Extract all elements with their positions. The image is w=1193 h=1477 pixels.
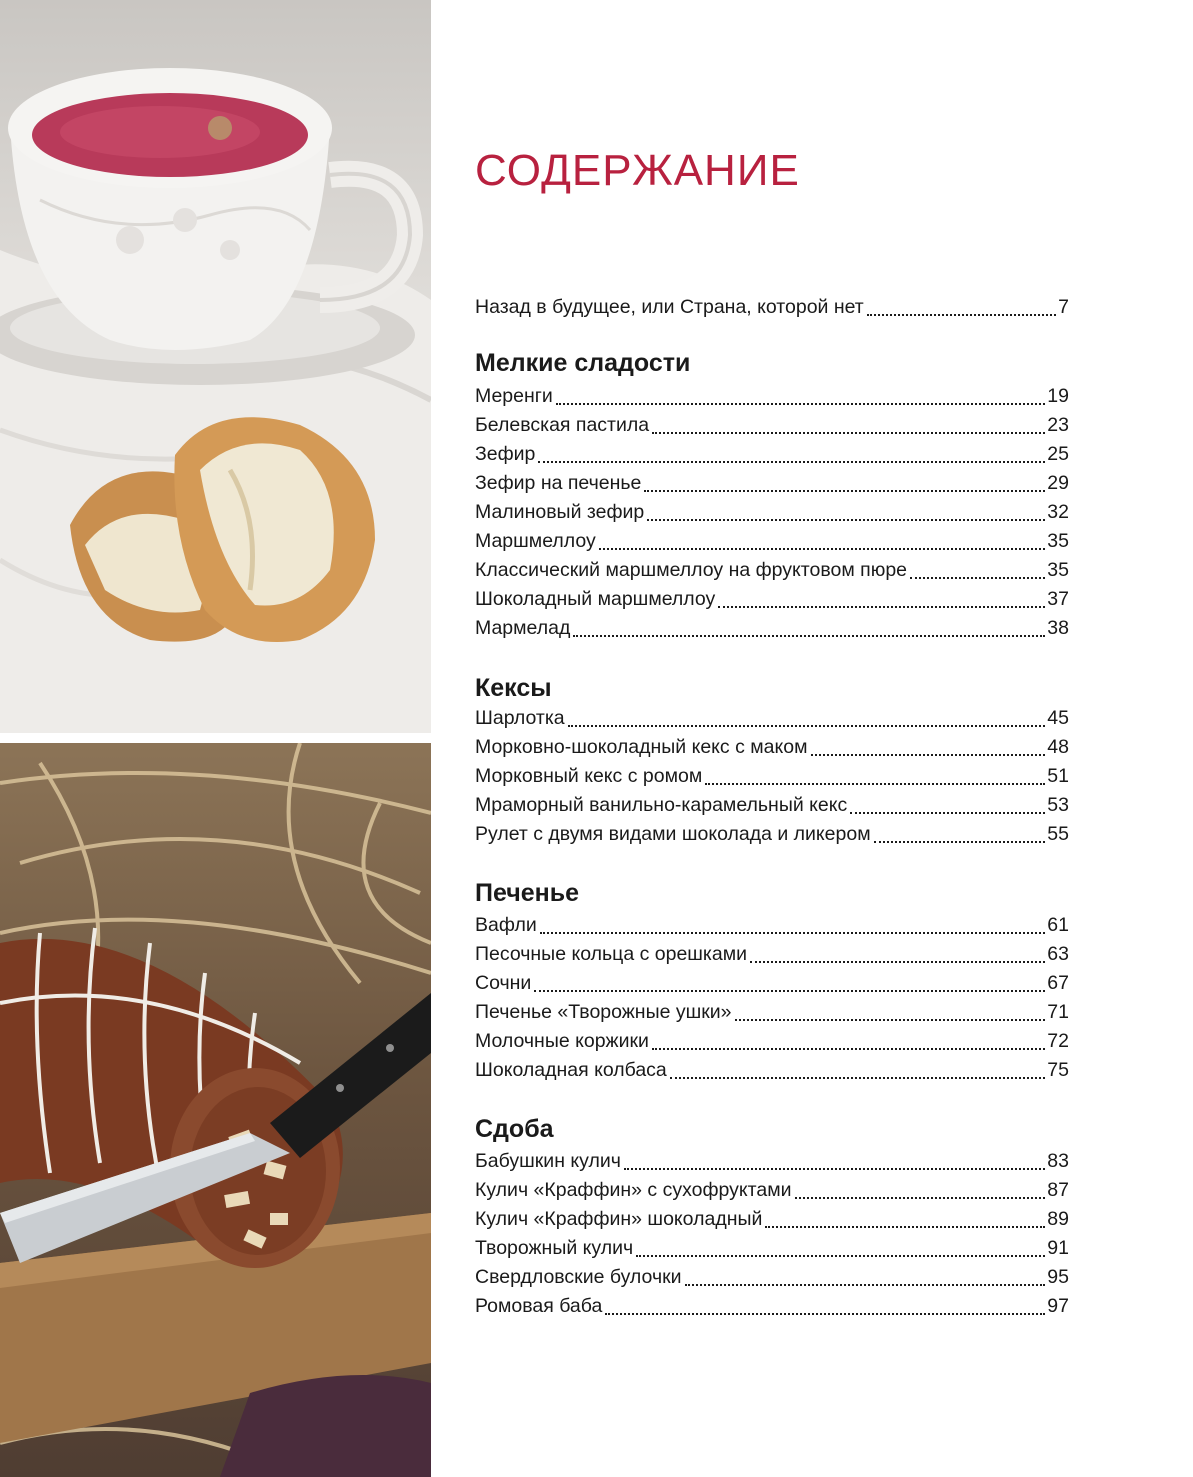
toc-entry [475, 615, 1069, 642]
toc-entry-page: 35 [1047, 559, 1069, 581]
toc-entry-title: Мраморный ванильно-карамельный кекс [475, 794, 848, 816]
toc-entry-page: 72 [1047, 1030, 1069, 1052]
toc-entry-title: Морковный кекс с ромом [475, 765, 703, 787]
toc-entry-page: 19 [1047, 385, 1069, 407]
dot-leader [538, 461, 1045, 463]
toc-entry-title: Творожный кулич [475, 1237, 634, 1259]
toc-entry [475, 499, 1069, 526]
toc-entry-title: Шоколадная колбаса [475, 1059, 667, 1081]
section-heading: Мелкие сладости [475, 349, 691, 377]
photo-tea-and-pastries [0, 0, 431, 733]
toc-entry-title: Свердловские булочки [475, 1266, 682, 1288]
dot-leader [765, 1226, 1045, 1228]
tea-pastry-illustration [0, 0, 431, 733]
toc-entry [475, 441, 1069, 468]
toc-entry [475, 734, 1069, 761]
dot-leader [795, 1197, 1046, 1199]
toc-entry [475, 792, 1069, 819]
toc-entry-title: Шоколадный маршмеллоу [475, 588, 716, 610]
toc-entry-page: 53 [1047, 794, 1069, 816]
toc-entry [475, 970, 1069, 997]
page-title: СОДЕРЖАНИЕ [475, 146, 800, 195]
toc-entry [475, 999, 1069, 1026]
toc-entry-page: 63 [1047, 943, 1069, 965]
dot-leader [685, 1284, 1046, 1286]
toc-entry-title: Зефир на печенье [475, 472, 642, 494]
dot-leader [718, 606, 1045, 608]
toc-entry [475, 1028, 1069, 1055]
toc-entry-page: 75 [1047, 1059, 1069, 1081]
dot-leader [636, 1255, 1045, 1257]
dot-leader [624, 1168, 1045, 1170]
toc-entry-title: Меренги [475, 385, 553, 407]
toc-entry-title: Сочни [475, 972, 532, 994]
dot-leader [647, 519, 1045, 521]
dot-leader [670, 1077, 1046, 1079]
dot-leader [568, 725, 1046, 727]
toc-entry-page: 51 [1047, 765, 1069, 787]
toc-entry [475, 1206, 1069, 1233]
toc-entry [475, 528, 1069, 555]
toc-entry-page: 95 [1047, 1266, 1069, 1288]
dot-leader [652, 432, 1045, 434]
dot-leader [811, 754, 1046, 756]
dot-leader [540, 932, 1046, 934]
toc-entry-title: Вафли [475, 914, 537, 936]
toc-entry-title: Классический маршмеллоу на фруктовом пюре [475, 559, 908, 581]
toc-entry [475, 383, 1069, 410]
toc-entry-page: 97 [1047, 1295, 1069, 1317]
toc-entry [475, 1148, 1069, 1175]
dot-leader [605, 1313, 1045, 1315]
photo-chocolate-sausage [0, 743, 431, 1477]
toc-entry-title: Маршмеллоу [475, 530, 596, 552]
dot-leader [867, 314, 1056, 316]
dot-leader [573, 635, 1045, 637]
dot-leader [910, 577, 1045, 579]
toc-entry-title: Мармелад [475, 617, 571, 639]
toc-entry-page: 48 [1047, 736, 1069, 758]
toc-entry-title: Малиновый зефир [475, 501, 645, 523]
toc-entry [475, 557, 1069, 584]
dot-leader [850, 812, 1045, 814]
toc-entry-title: Зефир [475, 443, 536, 465]
dot-leader [652, 1048, 1045, 1050]
toc-entry-title: Ромовая баба [475, 1295, 603, 1317]
dot-leader [750, 961, 1045, 963]
toc-entry-intro [475, 294, 1069, 321]
toc-entry [475, 821, 1069, 848]
toc-entry-title: Молочные коржики [475, 1030, 649, 1052]
toc-entry-title: Белевская пастила [475, 414, 650, 436]
chocolate-sausage-illustration [0, 743, 431, 1477]
toc-entry-page: 71 [1047, 1001, 1069, 1023]
toc-entry-page: 37 [1047, 588, 1069, 610]
dot-leader [599, 548, 1046, 550]
toc-entry [475, 470, 1069, 497]
dot-leader [874, 841, 1046, 843]
toc-entry [475, 1264, 1069, 1291]
photo-column [0, 0, 431, 1477]
toc-entry-page: 55 [1047, 823, 1069, 845]
toc-entry [475, 412, 1069, 439]
toc-entry-title: Морковно-шоколадный кекс с маком [475, 736, 808, 758]
toc-entry-page: 91 [1047, 1237, 1069, 1259]
toc-entry-page: 61 [1047, 914, 1069, 936]
toc-entry [475, 1057, 1069, 1084]
section-heading: Печенье [475, 879, 580, 907]
toc-entry [475, 763, 1069, 790]
dot-leader [735, 1019, 1046, 1021]
toc-entry [475, 1293, 1069, 1320]
dot-leader [534, 990, 1045, 992]
toc-entry [475, 705, 1069, 732]
toc-entry-title: Печенье «Творожные ушки» [475, 1001, 732, 1023]
toc-entry-page: 89 [1047, 1208, 1069, 1230]
toc-entry-title: Песочные кольца с орешками [475, 943, 748, 965]
toc-entry-page: 25 [1047, 443, 1069, 465]
toc-entry-title: Кулич «Краффин» с сухофруктами [475, 1179, 792, 1201]
section-heading: Сдоба [475, 1115, 554, 1143]
toc-entry-title: Рулет с двумя видами шоколада и ликером [475, 823, 871, 845]
toc-entry-page: 67 [1047, 972, 1069, 994]
section-heading: Кексы [475, 674, 552, 702]
dot-leader [644, 490, 1045, 492]
toc-entry-page: 35 [1047, 530, 1069, 552]
toc-entry-title: Шарлотка [475, 707, 565, 729]
toc-entry [475, 586, 1069, 613]
dot-leader [705, 783, 1045, 785]
toc-entry-page: 38 [1047, 617, 1069, 639]
toc-entry [475, 941, 1069, 968]
toc-entry-page: 83 [1047, 1150, 1069, 1172]
toc-entry [475, 912, 1069, 939]
toc-entry-title: Бабушкин кулич [475, 1150, 621, 1172]
dot-leader [556, 403, 1046, 405]
toc-entry [475, 1235, 1069, 1262]
toc-entry [475, 1177, 1069, 1204]
toc-entry-title: Назад в будущее, или Страна, которой нет [475, 296, 864, 318]
toc-entry-page: 7 [1058, 296, 1069, 318]
toc-entry-page: 29 [1047, 472, 1069, 494]
toc-entry-page: 45 [1047, 707, 1069, 729]
toc-entry-page: 23 [1047, 414, 1069, 436]
toc-entry-page: 87 [1047, 1179, 1069, 1201]
toc-entry-page: 32 [1047, 501, 1069, 523]
toc-entry-title: Кулич «Краффин» шоколадный [475, 1208, 763, 1230]
